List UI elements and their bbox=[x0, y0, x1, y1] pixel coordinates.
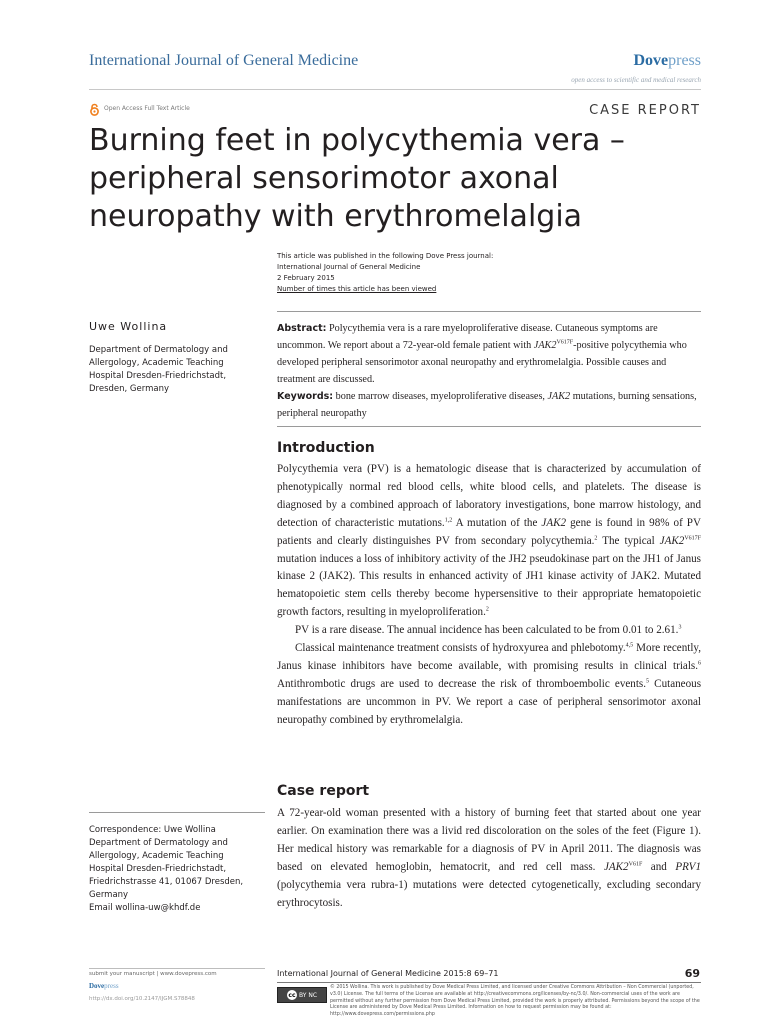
paragraph bbox=[277, 805, 701, 912]
footer-left-divider bbox=[89, 968, 265, 969]
paragraph bbox=[277, 640, 701, 730]
gene-name: JAK2 bbox=[659, 534, 685, 547]
journal-name: International Journal of General Medicine bbox=[89, 52, 359, 69]
citation[interactable]: 1,2 bbox=[444, 517, 453, 524]
publisher-tagline: open access to scientific and medical research bbox=[571, 76, 701, 84]
keywords-label: Keywords: bbox=[277, 391, 334, 402]
correspondence-divider bbox=[89, 812, 265, 813]
citation[interactable]: 2 bbox=[485, 606, 489, 613]
text: Polycythemia vera (PV) is a hematologic disease that is characterized by accumulation of phenotypically normal red blood cells, white blood cells, and platelets. The disease is diagnosed by a combined approach of laboratory investigations, bone marrow histology, and detection of characteristic mutations. bbox=[277, 463, 701, 529]
text: (polycythemia vera rubra-1) mutations were detected cytogenetically, excluding secondary erythrocytosis. bbox=[277, 878, 701, 909]
submit-manuscript-link[interactable]: submit your manuscript | www.dovepress.com bbox=[89, 971, 217, 977]
pubinfo-line: This article was published in the following Dove Press journal: bbox=[277, 252, 494, 260]
header-divider bbox=[89, 89, 701, 90]
case-report-body bbox=[277, 805, 701, 912]
footer-publisher-logo bbox=[89, 982, 119, 990]
footer-logo-bold: Dove bbox=[89, 982, 105, 990]
publication-info bbox=[277, 251, 493, 295]
text: More recently, Janus kinase inhibitors have become available, with promising results in clinical trials. bbox=[277, 642, 702, 672]
correspondence-line: Germany bbox=[89, 890, 129, 900]
correspondence-line: Allergology, Academic Teaching bbox=[89, 851, 224, 861]
text: Antithrombotic drugs are used to decrease the risk of thromboembolic events. bbox=[277, 677, 647, 690]
publisher-logo bbox=[633, 52, 701, 70]
correspondence-line: Department of Dermatology and bbox=[89, 838, 228, 848]
text: A mutation of the bbox=[452, 516, 542, 529]
pubinfo-date: 2 February 2015 bbox=[277, 274, 335, 282]
open-access-icon bbox=[89, 103, 100, 116]
abstract-text: Polycythemia vera is a rare myeloproliferative disease. Cutaneous symptoms are uncommon. We report about a 72-year-old female patient with bbox=[277, 323, 658, 351]
abstract-label: Abstract: bbox=[277, 323, 327, 334]
superscript: V617F bbox=[684, 534, 701, 541]
text: mutation induces a loss of inhibitory activity of the JH2 pseudokinase part on the JH1 of Janus kinase 2 (JAK2). This results in enhanced activity of JH1 kinase activity of JAK2. Mutated hematopoietic stem cells thereby become hypersensitive to their appropriate hematopoietic growth factors, resulting in myeloproliferation. bbox=[277, 552, 701, 619]
text: Cutaneous manifestations are uncommon in PV. We report a case of peripheral sensorimotor axonal neuropathy combined by erythromelalgia. bbox=[277, 677, 702, 726]
citation[interactable]: 3 bbox=[678, 624, 682, 631]
paragraph bbox=[277, 461, 701, 622]
text: gene is found in 98% of PV patients and clearly distinguishes PV from secondary polycythemia. bbox=[277, 516, 701, 547]
keywords bbox=[277, 388, 701, 422]
text: Classical maintenance treatment consists of hydroxyurea and phlebotomy. bbox=[295, 642, 626, 655]
keywords-text: bone marrow diseases, myeloproliferative diseases, bbox=[333, 391, 548, 402]
citation[interactable]: 6 bbox=[698, 660, 701, 667]
introduction-heading: Introduction bbox=[277, 440, 375, 456]
correspondence-email[interactable]: Email wollina-uw@khdf.de bbox=[89, 903, 201, 913]
page-number: 69 bbox=[684, 967, 700, 980]
author-affiliation: Department of Dermatology and Allergology, Academic Teaching Hospital Dresden-Friedrichstadt, Dresden, Germany bbox=[89, 345, 228, 394]
doi-link[interactable]: http://dx.doi.org/10.2147/IJGM.S78848 bbox=[89, 996, 195, 1002]
open-access-label: Open Access Full Text Article bbox=[104, 105, 190, 112]
creative-commons-badge[interactable] bbox=[277, 987, 327, 1003]
citation[interactable]: 5 bbox=[646, 678, 650, 685]
keywords-text: mutations, burning sensations, peripheral neuropathy bbox=[277, 391, 697, 419]
text: PV is a rare disease. The annual incidence has been calculated to be from 0.01 to 2.61. bbox=[295, 624, 679, 637]
journal-citation: International Journal of General Medicine 2015:8 69–71 bbox=[277, 969, 499, 978]
correspondence-line: Friedrichstrasse 41, 01067 Dresden, bbox=[89, 877, 244, 887]
citation[interactable]: 2 bbox=[594, 534, 598, 541]
text: The typical bbox=[597, 534, 660, 547]
pubinfo-journal: International Journal of General Medicine bbox=[277, 263, 421, 271]
publisher-logo-bold: Dove bbox=[633, 52, 669, 69]
correspondence-line: Hospital Dresden-Friedrichstadt, bbox=[89, 864, 227, 874]
case-report-heading: Case report bbox=[277, 783, 370, 799]
article-title: Burning feet in polycythemia vera – peripheral sensorimotor axonal neuropathy with erythromelalgia bbox=[89, 123, 625, 234]
cc-label: BY NC bbox=[298, 991, 318, 999]
text: A 72-year-old woman presented with a history of burning feet that started about one year earlier. On examination there was a livid red discoloration on the soles of the feet (Figure 1). Her medical history was remarkable for a diagnosis of PV in April 2011. The diagnosis was based on elevated hemoglobin, hematocrit, and red cell mass. bbox=[277, 807, 701, 873]
gene-name: JAK2 bbox=[541, 516, 567, 529]
abstract-divider-top bbox=[277, 311, 701, 312]
text: and bbox=[642, 860, 676, 873]
gene-name: JAK2 bbox=[533, 340, 557, 351]
superscript: V61F bbox=[628, 861, 643, 868]
footer-divider bbox=[277, 982, 701, 983]
license-text: © 2015 Wollina. This work is published by Dove Medical Press Limited, and licensed under Creative Commons Attribution – Non Commercial (unported, v3.0) License. The full terms of the License are available at http://creativecommons.org/licenses/by-nc/3.0/. Non-commercial uses of the work are permitted without any further permission from Dove Medical Press Limited, provided the work is properly attributed. Permissions beyond the scope of the License are administered by Dove Medical Press Limited. Information on how to request permission may be found at: http://www.dovepress.com/permissions.php bbox=[330, 985, 700, 1018]
author-name: Uwe Wollina bbox=[89, 320, 168, 333]
abstract-divider-bottom bbox=[277, 426, 701, 427]
abstract-text: -positive polycythemia who developed peripheral sensorimotor axonal neuropathy and erythromelalgia. Possible causes and treatment are discussed. bbox=[277, 340, 687, 385]
correspondence bbox=[89, 824, 269, 915]
cc-icon: cc bbox=[288, 991, 296, 999]
views-link[interactable]: Number of times this article has been viewed bbox=[277, 285, 437, 293]
gene-name: PRV1 bbox=[675, 860, 701, 873]
article-type: CASE REPORT bbox=[589, 103, 701, 118]
correspondence-line: Correspondence: Uwe Wollina bbox=[89, 825, 216, 835]
publisher-logo-light: press bbox=[668, 52, 701, 69]
gene-name: JAK2 bbox=[547, 391, 571, 402]
footer-logo-light: press bbox=[104, 982, 119, 990]
gene-name: JAK2 bbox=[603, 860, 629, 873]
introduction-body bbox=[277, 461, 701, 730]
paragraph bbox=[277, 622, 701, 640]
abstract bbox=[277, 320, 701, 422]
citation[interactable]: 4,5 bbox=[625, 642, 634, 649]
abstract-paragraph bbox=[277, 320, 701, 388]
superscript: V617F bbox=[556, 339, 574, 346]
